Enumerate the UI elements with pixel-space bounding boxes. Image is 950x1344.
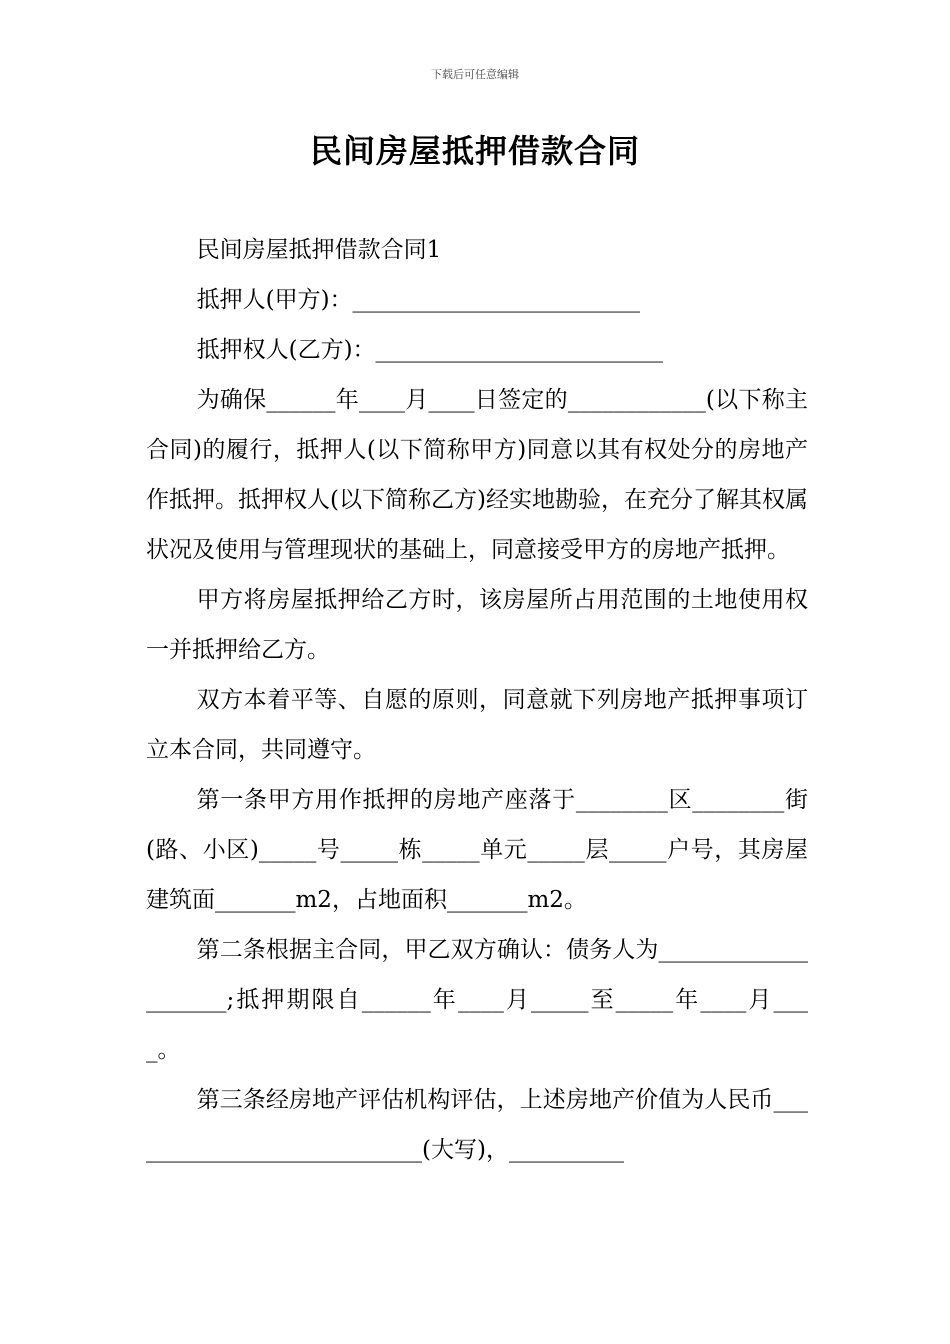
article-1-paragraph: 第一条甲方用作抵押的房地产座落于________区________街(路、小区)_____号_____栋_____单元_____层_____户号，其房屋建筑面_______m2，占地面积_______m2。 xyxy=(146,787,808,913)
preamble-paragraph: 为确保______年____月____日签定的____________(以下称主合同)的履行，抵押人(以下简称甲方)同意以其有权处分的房地产作抵押。抵押权人(以下简称乙方)经实地勘验，在充分了解其权属状况及使用与管理现状的基础上，同意接受甲方的房地产抵押。 xyxy=(146,387,808,563)
land-use-paragraph: 甲方将房屋抵押给乙方时，该房屋所占用范围的土地使用权一并抵押给乙方。 xyxy=(146,587,808,663)
mortgagor-line: 抵押人(甲方)：_________________________ xyxy=(196,287,641,313)
contract-subtitle: 民间房屋抵押借款合同1 xyxy=(196,237,442,263)
page-header-note: 下载后可任意编辑 xyxy=(431,68,519,81)
mortgagee-line: 抵押权人(乙方)：_________________________ xyxy=(196,337,664,363)
article-2-paragraph: 第二条根据主合同，甲乙双方确认：债务人为____________________;抵押期限自______年____月_____至_____年____月____。 xyxy=(146,937,808,1063)
document-title: 民间房屋抵押借款合同 xyxy=(309,132,640,170)
article-3-paragraph: 第三条经房地产评估机构评估，上述房地产价值为人民币___________________________(大写)，__________ xyxy=(146,1087,808,1163)
contract-body xyxy=(146,225,808,1175)
agreement-paragraph: 双方本着平等、自愿的原则，同意就下列房地产抵押事项订立本合同，共同遵守。 xyxy=(146,687,808,763)
